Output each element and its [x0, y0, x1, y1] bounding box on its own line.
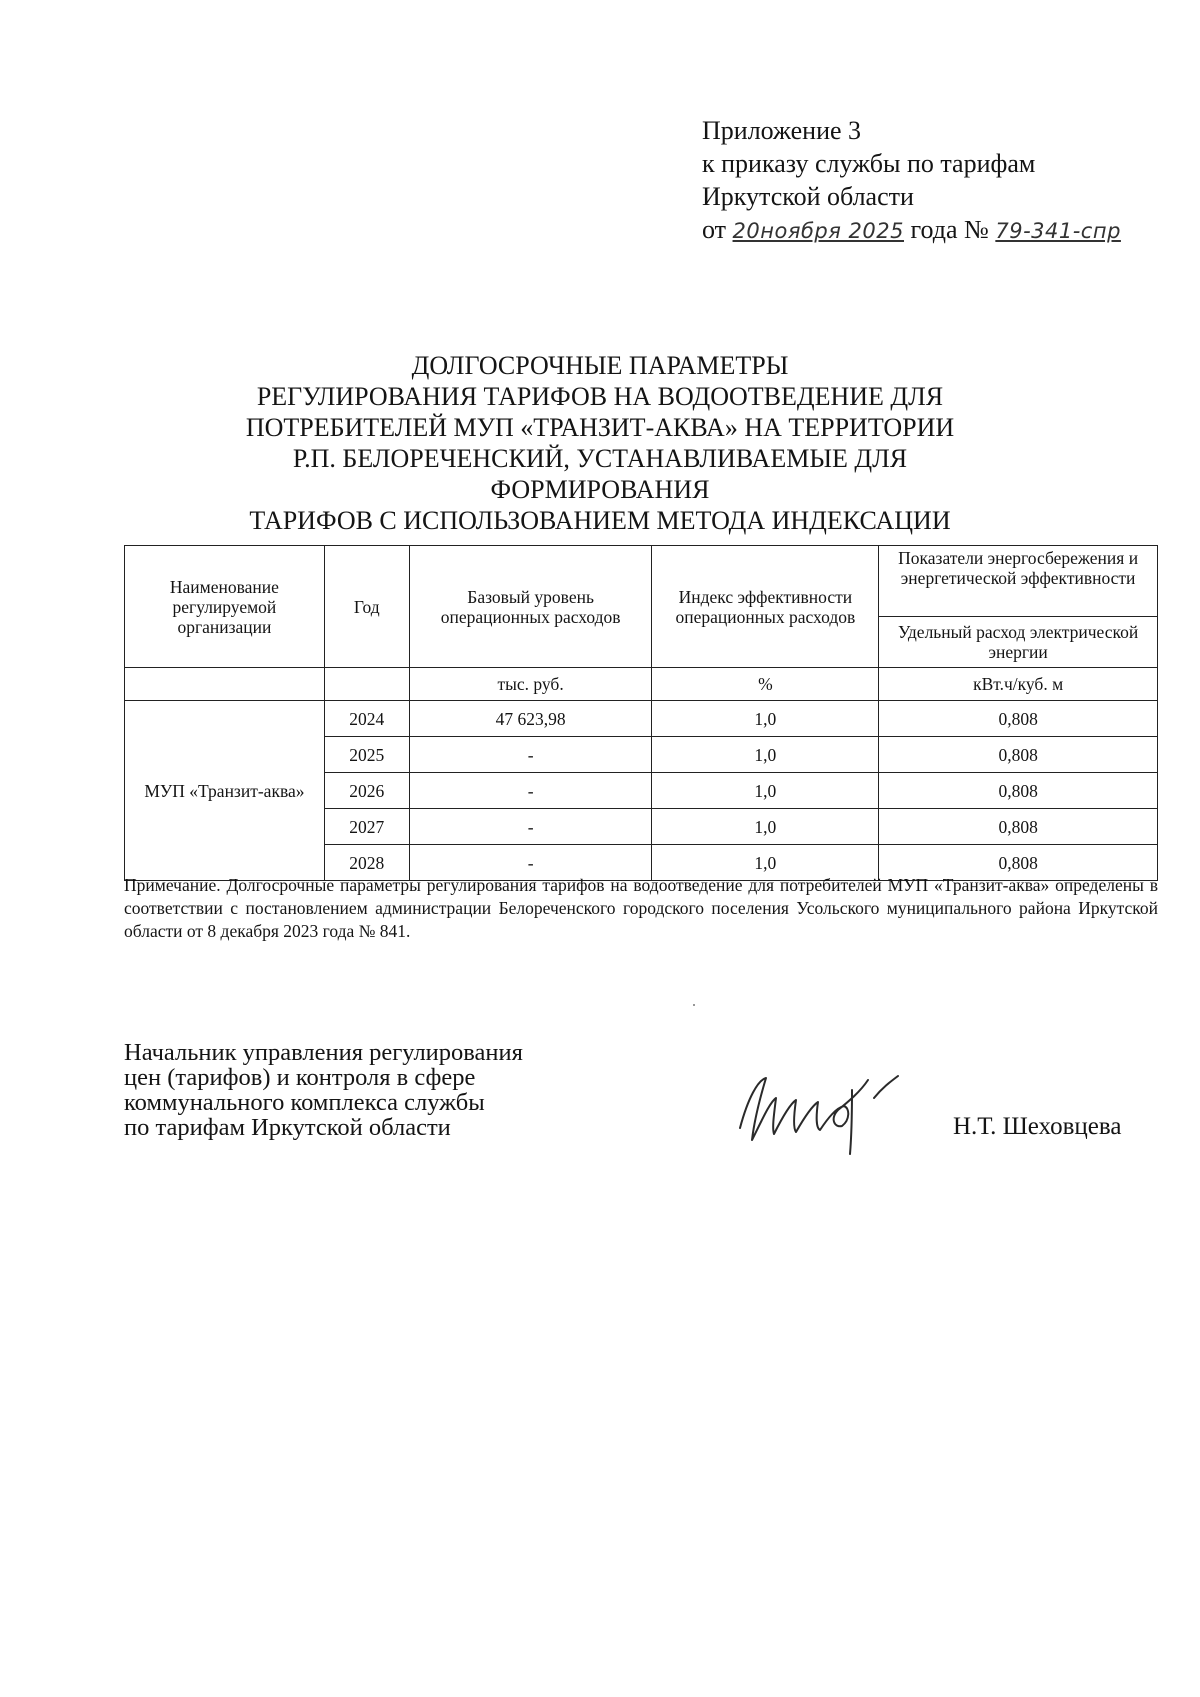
header-efficiency-index: Индекс эффективности операционных расходов	[652, 546, 879, 668]
appendix-prefix: от	[702, 215, 727, 244]
year-cell: 2024	[324, 701, 409, 737]
signer-name: Н.Т. Шеховцева	[953, 1113, 1122, 1140]
signatory-position	[124, 1040, 523, 1140]
document-title	[200, 350, 1000, 536]
unit-empty-year	[324, 668, 409, 701]
title-line-2: РЕГУЛИРОВАНИЯ ТАРИФОВ НА ВОДООТВЕДЕНИЕ ДЛЯ	[256, 382, 944, 411]
title-line-1: ДОЛГОСРОЧНЫЕ ПАРАМЕТРЫ	[411, 351, 789, 380]
unit-energy: кВт.ч/куб. м	[879, 668, 1158, 701]
index-cell: 1,0	[652, 701, 879, 737]
org-name-cell: МУП «Транзит-аква»	[125, 701, 325, 881]
title-line-3: ПОТРЕБИТЕЛЕЙ МУП «ТРАНЗИТ-АКВА» НА ТЕРРИТОРИИ	[245, 413, 955, 442]
units-row	[125, 668, 1158, 701]
table-note: Примечание. Долгосрочные параметры регулирования тарифов на водоотведение для потребителей МУП «Транзит-аква» определены в соответствии с постановлением администрации Белореченского городского поселения Усольского муниципального района Иркутской области от 8 декабря 2023 года № 841.	[124, 875, 1158, 941]
appendix-date-line	[702, 213, 1121, 248]
energy-cell: 0,808	[879, 845, 1158, 881]
appendix-middle: года №	[910, 215, 989, 244]
signatory-line-1: Начальник управления регулирования	[124, 1039, 523, 1066]
energy-cell: 0,808	[879, 737, 1158, 773]
unit-index: %	[652, 668, 879, 701]
header-row-1	[125, 546, 1158, 617]
table-row	[125, 701, 1158, 737]
header-year: Год	[324, 546, 409, 668]
index-cell: 1,0	[652, 809, 879, 845]
header-base-level: Базовый уровень операционных расходов	[409, 546, 652, 668]
scan-speck	[693, 1004, 695, 1006]
index-cell: 1,0	[652, 737, 879, 773]
header-org: Наименование регулируемой организации	[125, 546, 325, 668]
handwritten-signature	[718, 1068, 928, 1158]
unit-base: тыс. руб.	[409, 668, 652, 701]
signatory-line-2: цен (тарифов) и контроля в сфере	[124, 1064, 476, 1091]
year-cell: 2027	[324, 809, 409, 845]
energy-cell: 0,808	[879, 773, 1158, 809]
appendix-line-3: Иркутской области	[702, 182, 914, 211]
appendix-line-2: к приказу службы по тарифам	[702, 149, 1036, 178]
year-cell: 2025	[324, 737, 409, 773]
base-cell: 47 623,98	[409, 701, 652, 737]
title-line-4: Р.П. БЕЛОРЕЧЕНСКИЙ, УСТАНАВЛИВАЕМЫЕ ДЛЯ ФОРМИРОВАНИЯ	[292, 444, 908, 504]
base-cell: -	[409, 773, 652, 809]
parameters-table	[124, 545, 1158, 881]
energy-cell: 0,808	[879, 809, 1158, 845]
index-cell: 1,0	[652, 845, 879, 881]
appendix-title: Приложение 3	[702, 116, 862, 145]
signatory-line-3: коммунального комплекса службы	[124, 1089, 485, 1116]
year-cell: 2026	[324, 773, 409, 809]
base-cell: -	[409, 845, 652, 881]
appendix-header	[702, 114, 1121, 248]
base-cell: -	[409, 737, 652, 773]
index-cell: 1,0	[652, 773, 879, 809]
header-energy-group: Показатели энергосбережения и энергетической эффективности	[879, 546, 1158, 617]
year-cell: 2028	[324, 845, 409, 881]
handwritten-date: 20ноября 2025	[732, 219, 904, 243]
title-line-5: ТАРИФОВ С ИСПОЛЬЗОВАНИЕМ МЕТОДА ИНДЕКСАЦИИ	[249, 506, 951, 535]
energy-cell: 0,808	[879, 701, 1158, 737]
base-cell: -	[409, 809, 652, 845]
signatory-line-4: по тарифам Иркутской области	[124, 1114, 451, 1141]
handwritten-order-number: 79-341-спр	[995, 219, 1121, 243]
header-energy-consumption: Удельный расход электрической энергии	[879, 617, 1158, 668]
unit-empty-org	[125, 668, 325, 701]
